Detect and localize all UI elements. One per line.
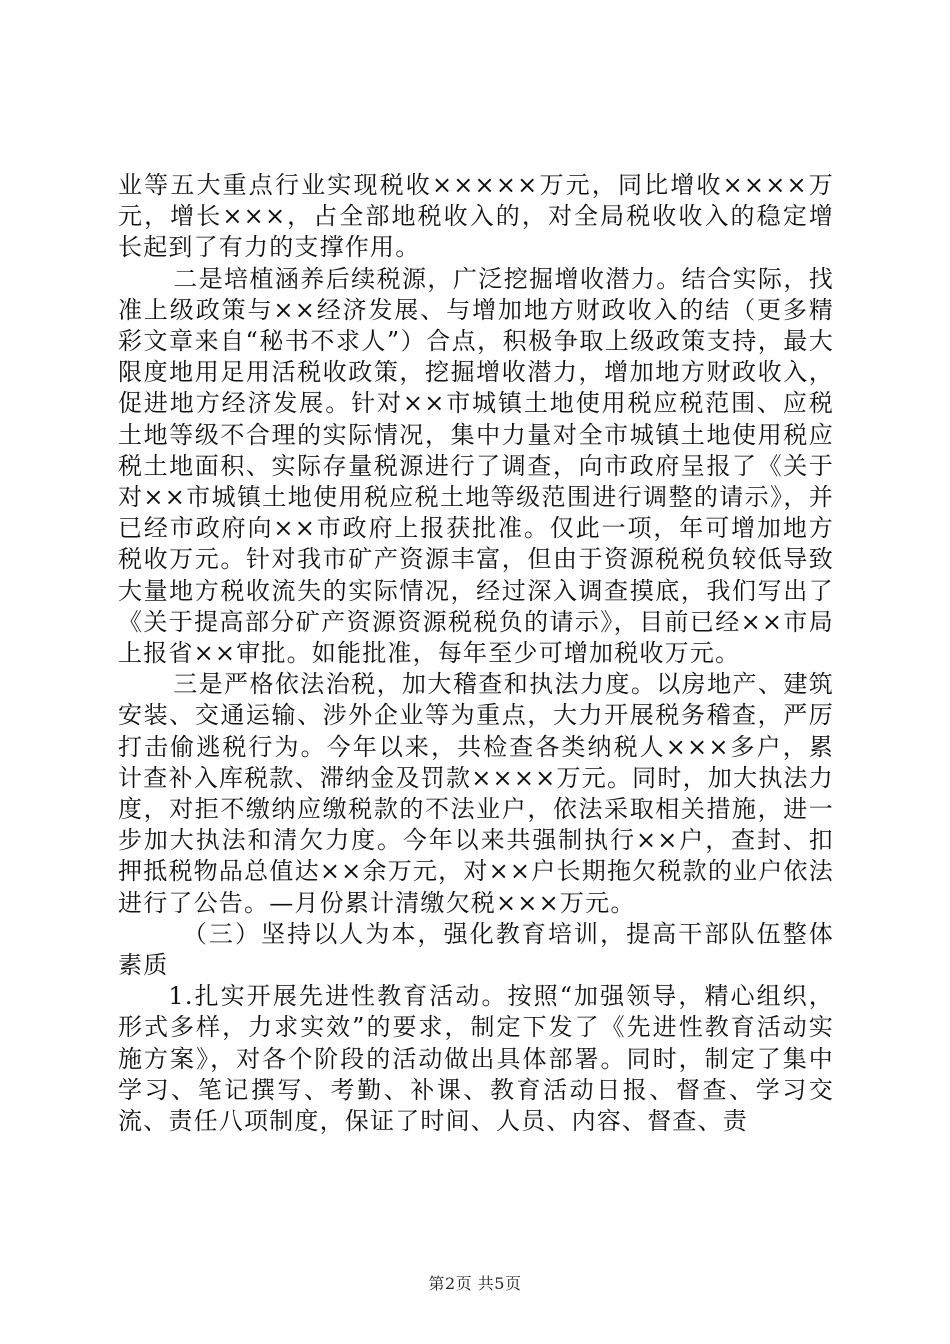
paragraph-law-enforcement: 三是严格依法治税，加大稽查和执法力度。以房地产、建筑安装、交通运输、涉外企业等为重点，大力开展税务稽查，严厉打击偷逃税行为。今年以来，共检查各类纳税人×××多户，累计查补入库税款、滞纳金及罚款××××万元。同时，加大执法力度，对拒不缴纳应缴税款的不法业户，依法采取相关措施，进一步加大执法和清欠力度。今年以来共强制执行××户，查封、扣押抵税物品总值达××余万元，对××户长期拖欠税款的业户依法进行了公告。—月份累计清缴欠税×××万元。 — [118, 670, 834, 917]
paragraph-continuation: 业等五大重点行业实现税收×××××万元，同比增收××××万元，增长×××，占全部地税收入的，对全局税收收入的稳定增长起到了有力的支撑作用。 — [118, 171, 834, 262]
section-heading: （三）坚持以人为本，强化教育培训，提高干部队伍整体素质 — [118, 919, 834, 980]
document-body — [118, 170, 834, 1137]
page-footer: 第2页 共5页 — [428, 1274, 522, 1293]
paragraph-tax-source: 二是培植涵养后续税源，广泛挖掘增收潜力。结合实际，找准上级政策与××经济发展、与增加地方财政收入的结（更多精彩文章来自“秘书不求人”）合点，积极争取上级政策支持，最大限度地用足用活税收政策，挖掘增收潜力，增加地方财政收入，促进地方经济发展。针对××市城镇土地使用税应税范围、应税土地等级不合理的实际情况，集中力量对全市城镇土地使用税应税土地面积、实际存量税源进行了调查，向市政府呈报了《关于对××市城镇土地使用税应税土地等级范围进行调整的请示》，并已经市政府向××市政府上报获批准。仅此一项，年可增加地方税收万元。针对我市矿产资源丰富，但由于资源税税负较低导致大量地方税收流失的实际情况，经过深入调查摸底，我们写出了《关于提高部分矿产资源资源税税负的请示》，目前已经××市局上报省××审批。如能批准，每年至少可增加税收万元。 — [118, 264, 834, 668]
paragraph-education: 1.扎实开展先进性教育活动。按照“加强领导，精心组织，形式多样，力求实效”的要求，制定下发了《先进性教育活动实施方案》，对各个阶段的活动做出具体部署。同时，制定了集中学习、笔记撰写、考勤、补课、教育活动日报、督查、学习交流、责任八项制度，保证了时间、人员、内容、督查、责 — [118, 982, 834, 1136]
